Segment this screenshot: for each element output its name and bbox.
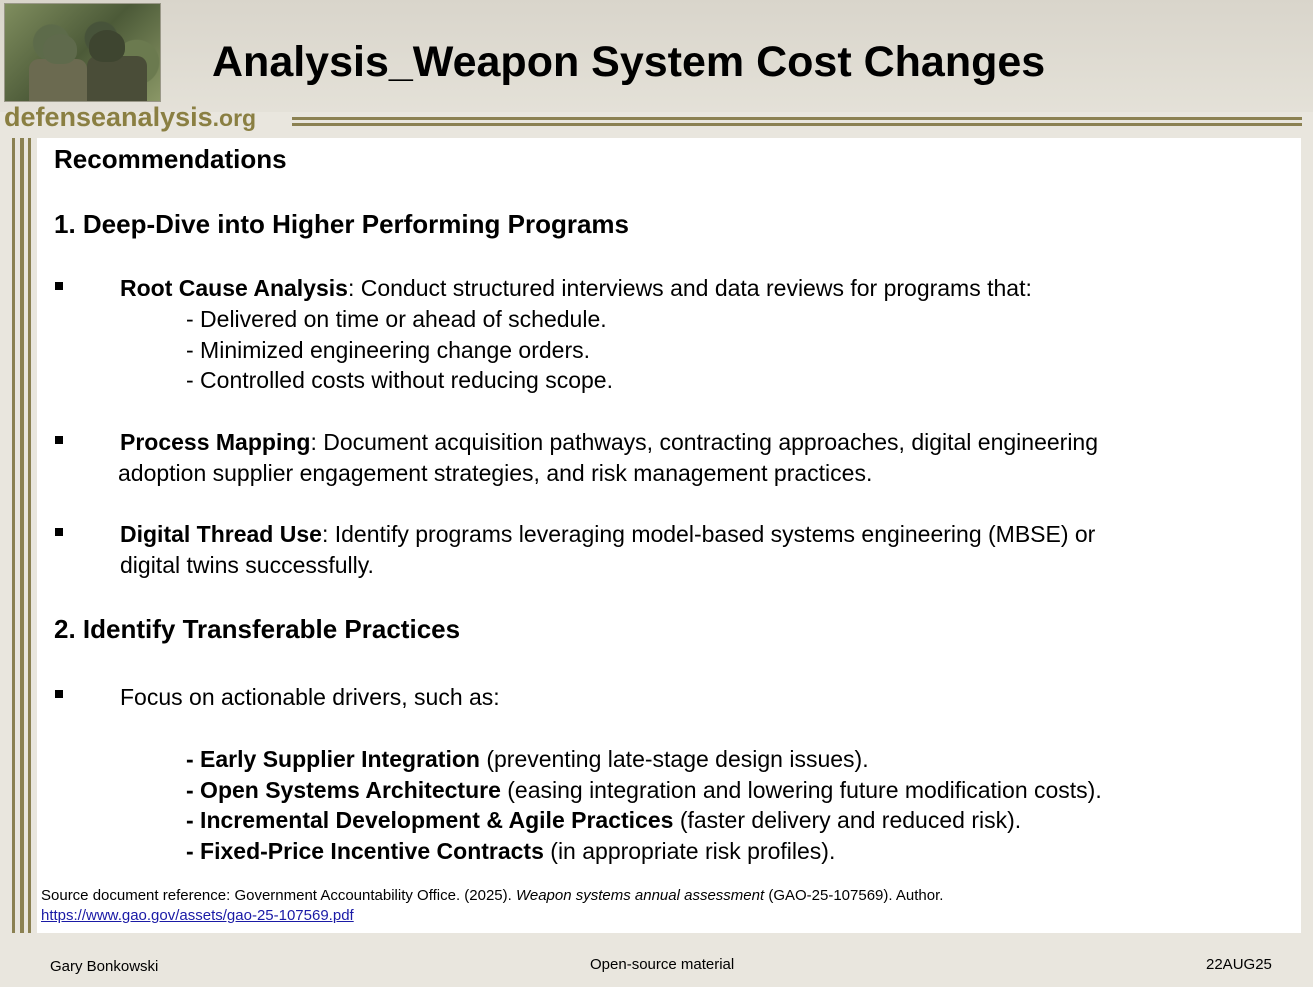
soldiers-photo [4, 3, 161, 102]
item-text: : Document acquisition pathways, contracting approaches, digital engineering [310, 429, 1099, 455]
driver-label: - Fixed-Price Incentive Contracts [186, 838, 544, 864]
item-text: : Conduct structured interviews and data reviews for programs that: [347, 275, 1032, 301]
soldier-figure [87, 56, 147, 101]
footer-date: 22AUG25 [1206, 956, 1272, 973]
source-suffix: (GAO-25-107569). Author. [764, 887, 944, 904]
digital-thread-item [120, 521, 1095, 548]
source-title: Weapon systems annual assessment [515, 887, 765, 904]
driver-item [186, 746, 869, 773]
left-border-line [20, 138, 24, 987]
driver-item [186, 777, 1102, 804]
footer-author: Gary Bonkowski [50, 958, 159, 975]
driver-label: - Incremental Development & Agile Practices [186, 807, 674, 833]
process-mapping-item [120, 429, 1098, 456]
section-heading: Recommendations [54, 144, 287, 174]
item-continuation: adoption supplier engagement strategies, and risk management practices. [118, 460, 873, 486]
driver-label: - Open Systems Architecture [186, 777, 501, 803]
footer [0, 933, 1313, 987]
site-logo-tld: .org [212, 105, 257, 131]
helmet-shape [89, 30, 125, 62]
sub-item: - Minimized engineering change orders. [186, 337, 590, 363]
site-logo [4, 102, 256, 133]
drivers-intro: Focus on actionable drivers, such as: [120, 684, 500, 710]
bullet-icon [54, 282, 64, 292]
bullet-icon [54, 436, 64, 446]
header-rule [292, 117, 1302, 129]
left-border-line [28, 138, 31, 987]
page-title: Analysis_Weapon System Cost Changes [212, 38, 1046, 86]
driver-item [186, 838, 835, 865]
source-reference [41, 887, 943, 904]
section1-title: 1. Deep-Dive into Higher Performing Programs [54, 209, 630, 239]
driver-text: (faster delivery and reduced risk). [673, 807, 1022, 833]
helmet-shape [43, 34, 77, 64]
item-continuation: digital twins successfully. [120, 552, 374, 578]
driver-text: (preventing late-stage design issues). [479, 746, 869, 772]
footer-classification: Open-source material [590, 956, 735, 973]
section2-title: 2. Identify Transferable Practices [54, 614, 461, 644]
sub-item: - Controlled costs without reducing scope. [186, 367, 613, 393]
soldier-figure [29, 59, 87, 101]
item-label: Digital Thread Use [120, 521, 322, 547]
left-border-line [12, 138, 15, 987]
driver-text: (in appropriate risk profiles). [543, 838, 836, 864]
driver-label: - Early Supplier Integration [186, 746, 480, 772]
driver-item [186, 807, 1021, 834]
item-text: : Identify programs leveraging model-based systems engineering (MBSE) or [321, 521, 1096, 547]
item-label: Process Mapping [120, 429, 311, 455]
sub-item: - Delivered on time or ahead of schedule. [186, 306, 607, 332]
source-prefix: Source document reference: Government Accountability Office. (2025). [41, 887, 516, 904]
site-logo-name: defenseanalysis [4, 102, 213, 132]
root-cause-item [120, 275, 1032, 302]
item-label: Root Cause Analysis [120, 275, 348, 301]
source-link[interactable]: https://www.gao.gov/assets/gao-25-107569.pdf [41, 907, 354, 924]
bullet-icon [54, 690, 64, 700]
bullet-icon [54, 528, 64, 538]
driver-text: (easing integration and lowering future modification costs). [500, 777, 1102, 803]
